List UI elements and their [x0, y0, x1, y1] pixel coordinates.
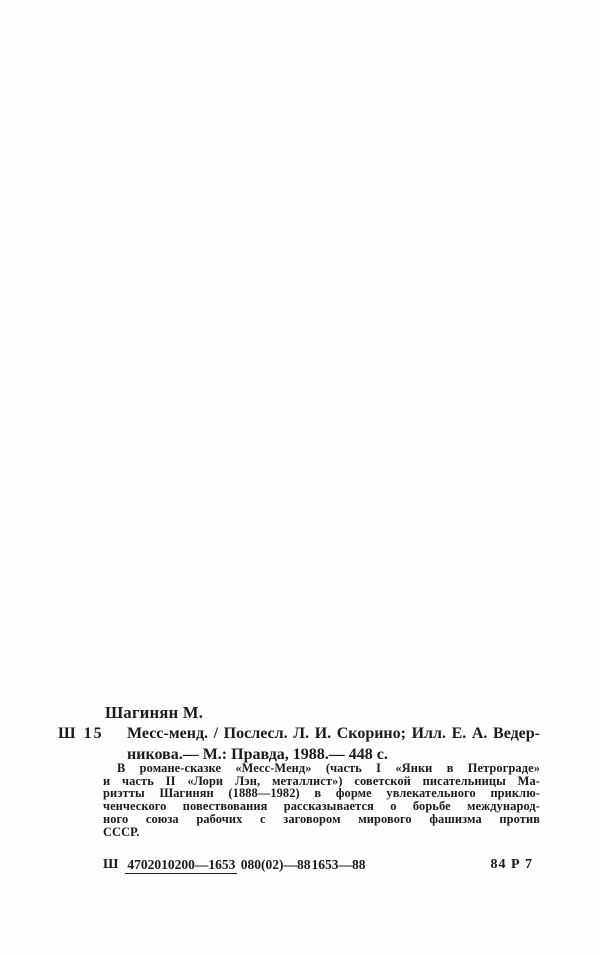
annotation-line: риэтты Шагинян (1888—1982) в форме увлекательного приклю-: [103, 786, 540, 801]
annotation-line: и часть II «Лори Лэн, металлист») советской писательницы Ма-: [103, 773, 540, 788]
author-heading: Шагинян М.: [105, 703, 204, 722]
catalog-prefix: Ш: [103, 857, 119, 872]
bibliographic-line-1: Месс-менд. / Послесл. Л. И. Скорино; Илл. Е. А. Ведер-: [127, 725, 540, 742]
bbk-code: 84 Р 7: [490, 857, 533, 872]
annotation-line: В романе-сказке «Месс-Менд» (часть I «Янки в Петрограде»: [117, 761, 540, 775]
bibliographic-line-2: никова.— М.: Правда, 1988.— 448 с.: [127, 745, 388, 763]
catalog-fraction: [125, 858, 310, 872]
catalog-suffix: 1653—88: [311, 857, 366, 872]
bibliographic-entry: [127, 724, 540, 765]
annotation-paragraph: [103, 762, 540, 838]
shelf-mark: Ш 15: [58, 725, 104, 742]
annotation-line: ного союза рабочих с заговором мирового фашизма против: [103, 811, 540, 826]
annotation-line: СССР.: [103, 824, 140, 839]
annotation-line: ченческого повествования рассказывается о борьбе международ-: [103, 799, 540, 814]
catalog-fraction-numerator: 4702010200—1653: [127, 857, 236, 872]
catalog-number-row: [103, 848, 540, 882]
catalog-fraction-denominator: 080(02)—88: [240, 857, 311, 872]
